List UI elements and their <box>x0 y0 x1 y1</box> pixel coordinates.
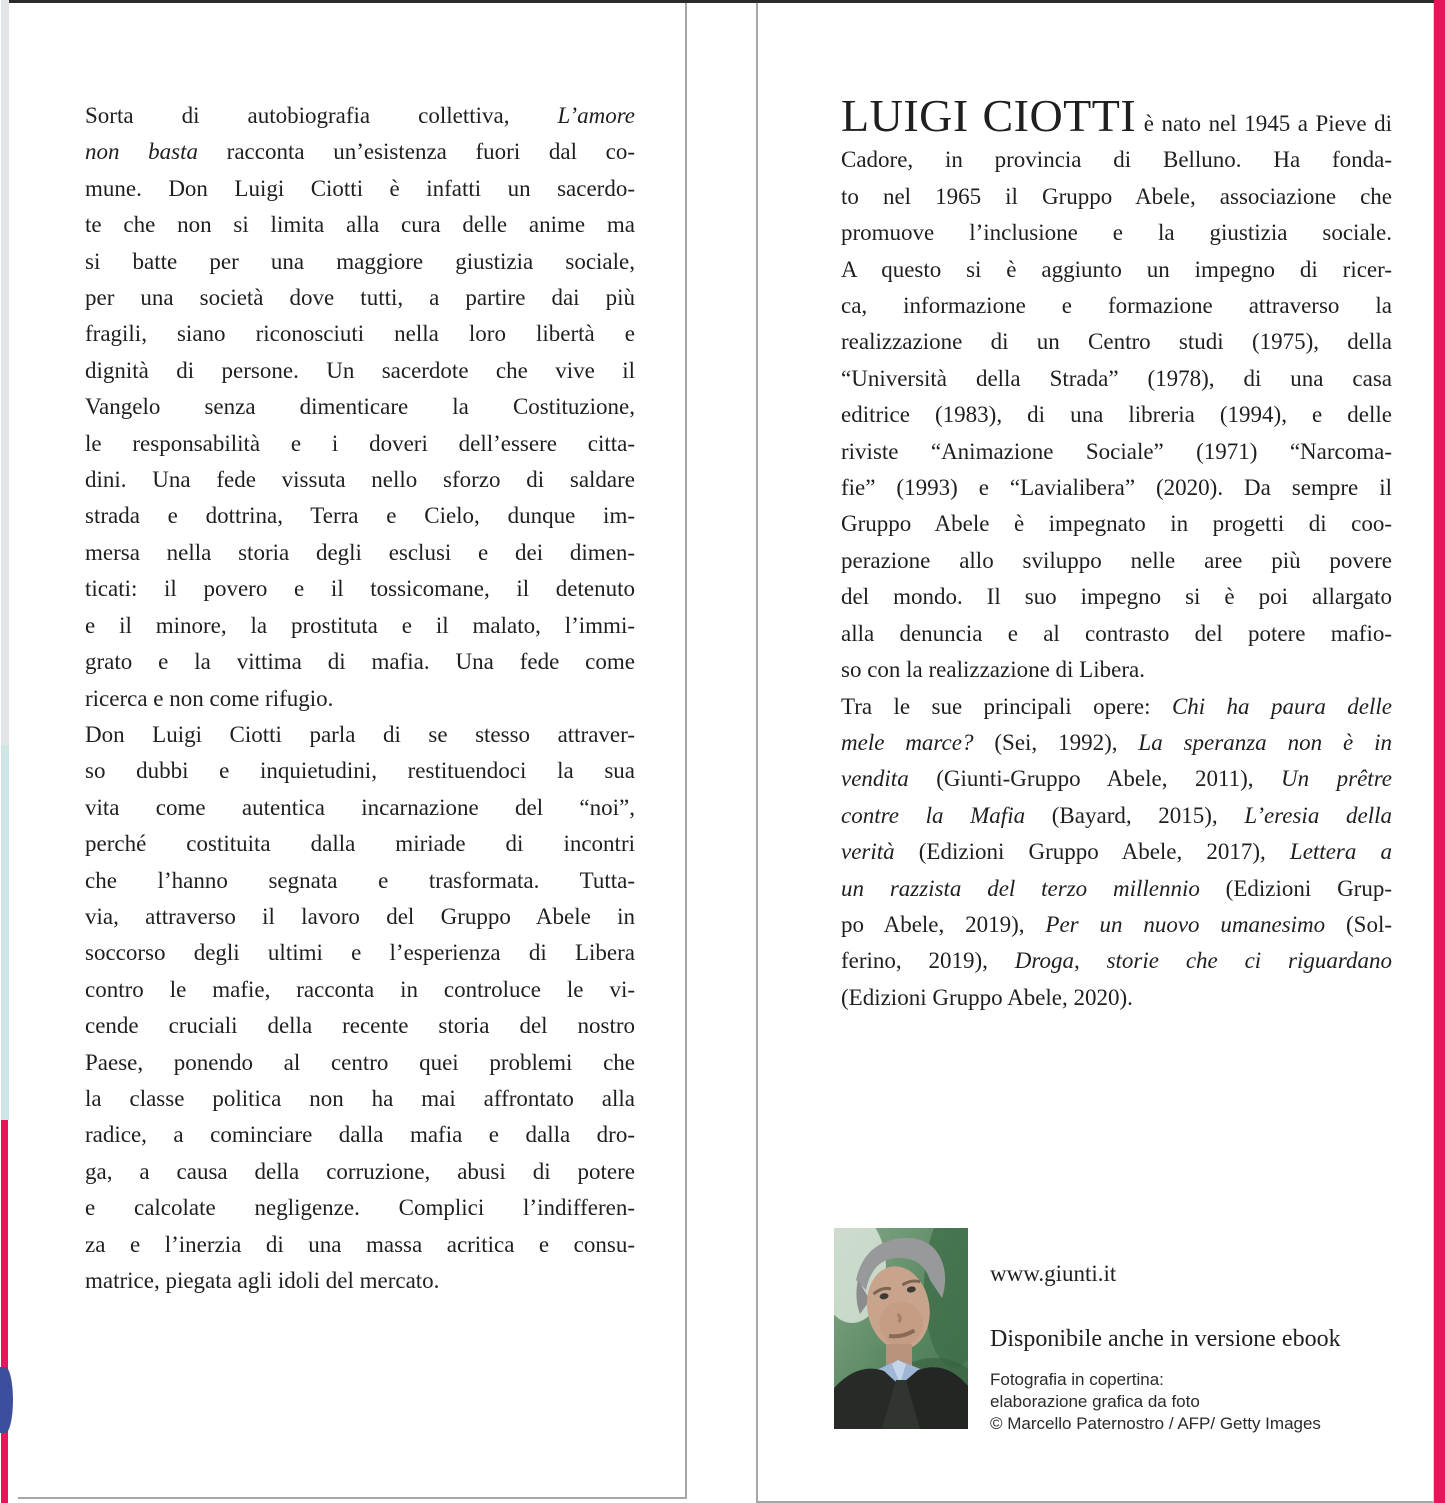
text-line: si batte per una maggiore giustizia sociale, <box>85 248 635 274</box>
text-line: matrice, piegata agli idoli del mercato. <box>85 1268 440 1293</box>
text-line: un razzista del terzo millennio (Edizioni Grup- <box>841 875 1392 901</box>
left-edge-blue-mark <box>0 1367 13 1433</box>
text-line: promuove l’inclusione e la giustizia sociale. <box>841 220 1392 246</box>
photo-credit-line: Fotografia in copertina: <box>990 1370 1164 1389</box>
text-line: che l’hanno segnata e trasformata. Tutta- <box>85 867 635 893</box>
text-line: ticati: il povero e il tossicomane, il detenuto <box>85 576 635 602</box>
text-line: “Università della Strada” (1978), di una casa <box>841 365 1392 391</box>
text-line: contro le mafie, racconta in controluce le vi- <box>85 976 635 1002</box>
text-line: perazione allo sviluppo nelle aree più povere <box>841 547 1392 573</box>
left-edge-teal-strip <box>1 745 9 1120</box>
text-line: per una società dove tutti, a partire dai più <box>85 285 635 311</box>
text-line: dignità di persone. Un sacerdote che vive il <box>85 357 635 383</box>
text-line: strada e dottrina, Terra e Cielo, dunque im- <box>85 503 635 529</box>
text-line: le responsabilità e i doveri dell’essere citta- <box>85 430 635 456</box>
front-flap-panel <box>756 3 1434 1503</box>
text-line: e il minore, la prostituta e il malato, l’immi- <box>85 612 635 638</box>
text-line: so dubbi e inquietudini, restituendoci la sua <box>85 758 635 784</box>
text-line: ferino, 2019), Droga, storie che ci riguardano <box>841 948 1392 974</box>
text-line: riviste “Animazione Sociale” (1971) “Narcoma- <box>841 438 1392 464</box>
text-line: za e l’inerzia di una massa acritica e consu- <box>85 1231 635 1257</box>
text-line: dini. Una fede vissuta nello sforzo di saldare <box>85 467 635 493</box>
photo-credit-line: elaborazione grafica da foto <box>990 1392 1200 1411</box>
book-synopsis-text <box>85 98 635 1299</box>
cover-photo-credit <box>990 1369 1321 1435</box>
author-name-lead: LUIGI CIOTTI <box>841 90 1137 141</box>
text-line: mersa nella storia degli esclusi e dei dimen- <box>85 539 635 565</box>
text-line: Don Luigi Ciotti parla di se stesso attraver- <box>85 721 635 747</box>
text-line: via, attraverso il lavoro del Gruppo Abele in <box>85 903 635 929</box>
text-line: ricerca e non come rifugio. <box>85 685 334 711</box>
text-line: alla denuncia e al contrasto del potere mafio- <box>841 620 1392 646</box>
text-line: Gruppo Abele è impegnato in progetti di coo- <box>841 511 1392 537</box>
text-line: verità (Edizioni Gruppo Abele, 2017), Lettera a <box>841 839 1392 865</box>
author-photo <box>834 1228 968 1429</box>
author-bio-text <box>841 90 1393 1016</box>
text-line: Cadore, in provincia di Belluno. Ha fonda- <box>841 147 1392 173</box>
text-line: fragili, siano riconosciuti nella loro libertà e <box>85 321 635 347</box>
ebook-availability-note: Disponibile anche in versione ebook <box>990 1326 1341 1352</box>
text-line: realizzazione di un Centro studi (1975), della <box>841 329 1392 355</box>
text-line: mele marce? (Sei, 1992), La speranza non è in <box>841 729 1392 755</box>
text-line: ga, a causa della corruzione, abusi di potere <box>85 1158 635 1184</box>
cover-spine-stripe <box>1434 0 1445 1503</box>
text-line: A questo si è aggiunto un impegno di ricer- <box>841 256 1392 282</box>
text-line: radice, a cominciare dalla mafia e dalla dro- <box>85 1122 635 1148</box>
text-line: perché costituita dalla miriade di incontri <box>85 831 635 857</box>
text-line: (Edizioni Gruppo Abele, 2020). <box>841 984 1133 1010</box>
text-line: vita come autentica incarnazione del “noi”, <box>85 794 635 820</box>
text-line: e calcolate negligenze. Complici l’indifferen- <box>85 1195 635 1221</box>
text-line: te che non si limita alla cura delle anime ma <box>85 212 635 238</box>
text-line: del mondo. Il suo impegno si è poi allargato <box>841 584 1392 610</box>
text-line: Tra le sue principali opere: Chi ha paura delle <box>841 693 1392 719</box>
text-line: Vangelo senza dimenticare la Costituzione, <box>85 394 635 420</box>
text-line: so con la realizzazione di Libera. <box>841 657 1145 683</box>
author-photo-image <box>834 1228 968 1429</box>
text-line: po Abele, 2019), Per un nuovo umanesimo (Sol- <box>841 911 1393 937</box>
text-line: grato e la vittima di mafia. Una fede come <box>85 649 635 675</box>
text-line: ca, informazione e formazione attraverso la <box>841 293 1392 319</box>
back-flap-panel <box>18 3 687 1499</box>
left-edge-gray-strip <box>1 0 9 745</box>
text-line: cende cruciali della recente storia del nostro <box>85 1013 635 1039</box>
photo-credit-line: © Marcello Paternostro / AFP/ Getty Images <box>990 1414 1321 1433</box>
text-line: contre la Mafia (Bayard, 2015), L’eresia della <box>841 802 1392 828</box>
publisher-website: www.giunti.it <box>990 1261 1117 1286</box>
text-line: fie” (1993) e “Lavialibera” (2020). Da sempre il <box>841 475 1392 501</box>
text-line: vendita (Giunti-Gruppo Abele, 2011), Un prêtre <box>841 766 1392 792</box>
left-edge-pink-strip <box>1 1120 8 1503</box>
text-line: to nel 1965 il Gruppo Abele, associazione che <box>841 183 1392 209</box>
text-line: mune. Don Luigi Ciotti è infatti un sacerdo- <box>85 175 635 201</box>
text-line: Sorta di autobiografia collettiva, L’amore <box>85 103 635 128</box>
text-line: Paese, ponendo al centro quei problemi che <box>85 1049 635 1075</box>
text-line: LUIGI CIOTTI è nato nel 1945 a Pieve di <box>841 90 1392 141</box>
text-line: editrice (1983), di una libreria (1994), e delle <box>841 402 1392 428</box>
text-line: non basta racconta un’esistenza fuori dal co- <box>85 139 636 165</box>
text-line: soccorso degli ultimi e l’esperienza di Libera <box>85 940 635 966</box>
text-line: la classe politica non ha mai affrontato alla <box>85 1085 635 1111</box>
